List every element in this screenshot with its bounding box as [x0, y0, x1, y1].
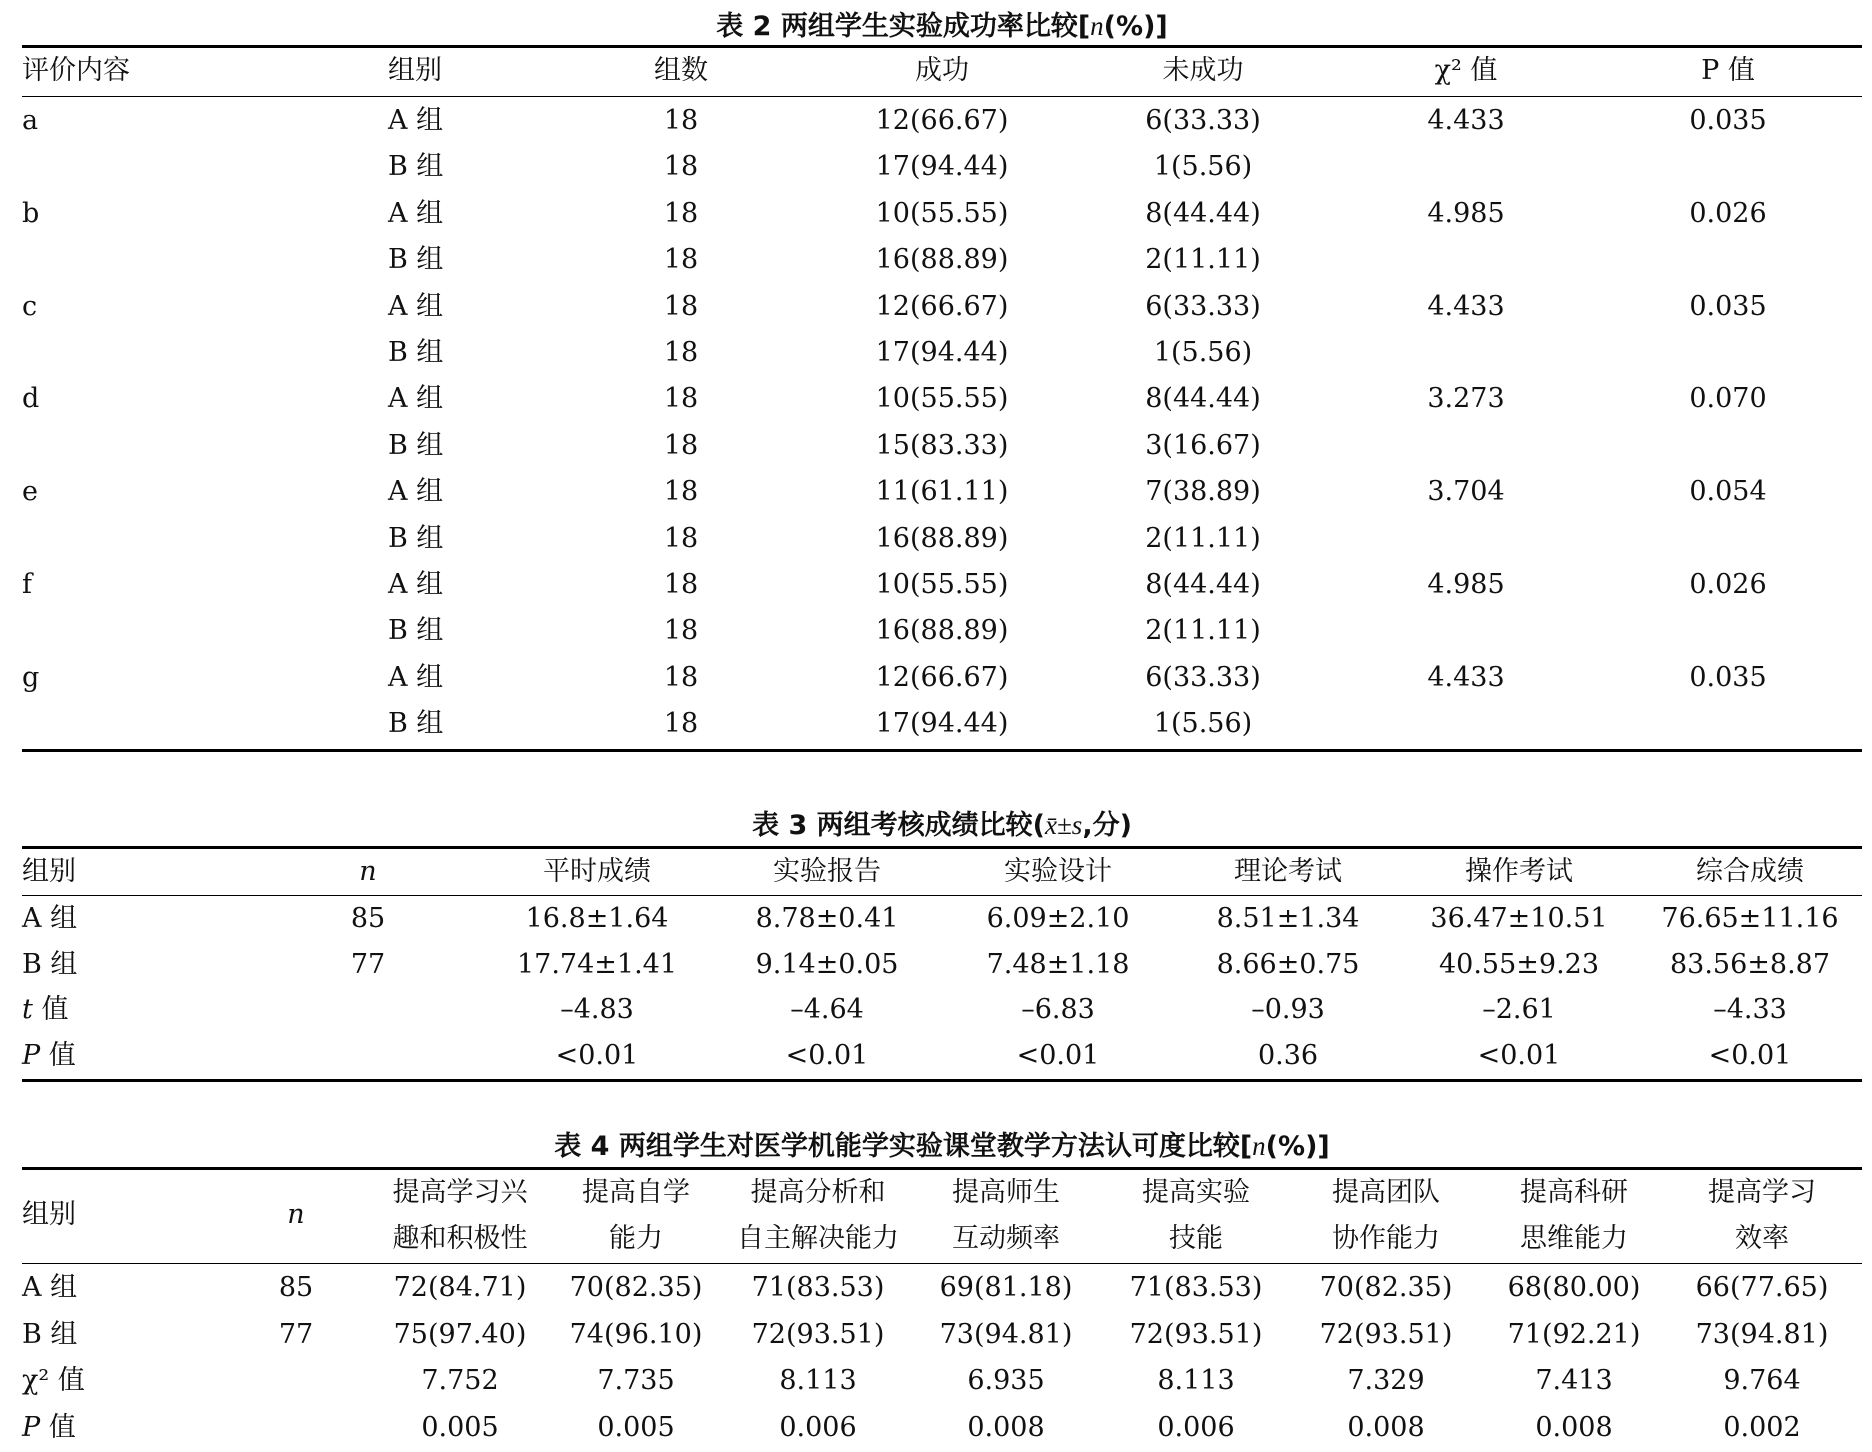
table-row — [22, 1358, 1862, 1404]
table-cell: 6.09±2.10 — [986, 903, 1130, 934]
table2-header-row — [22, 48, 1862, 94]
table-cell: 0.008 — [967, 1411, 1045, 1443]
table-cell: P 值 — [22, 1411, 76, 1443]
table-cell: 4.985 — [1427, 197, 1505, 229]
table-cell: B 组 — [388, 522, 444, 554]
table-cell: 0.026 — [1689, 569, 1767, 600]
table-cell: –4.64 — [790, 994, 864, 1025]
table-cell: 18 — [663, 337, 699, 368]
table-cell: <0.01 — [1477, 1039, 1561, 1071]
table-cell: 69(81.18) — [939, 1272, 1073, 1303]
table3-header-cell: 实验报告 — [773, 856, 881, 887]
table-cell: 11(61.11) — [875, 476, 1009, 508]
table4-header-cell: 提高学习兴 — [392, 1177, 528, 1208]
table-cell: A 组 — [388, 290, 444, 322]
table-cell: 4.433 — [1427, 661, 1505, 693]
table-cell: 6.935 — [967, 1365, 1045, 1396]
table4-header-cell: 提高分析和 — [750, 1177, 886, 1208]
table-cell: 16(88.89) — [875, 244, 1009, 276]
table-cell: 68(80.00) — [1507, 1272, 1641, 1303]
table-cell: A 组 — [22, 1272, 78, 1303]
table-cell: 18 — [663, 151, 699, 183]
table4-header-cell: 趣和积极性 — [392, 1223, 528, 1254]
table-cell: 0.070 — [1689, 383, 1767, 415]
table-cell: c — [22, 290, 38, 322]
table-cell: 18 — [663, 569, 699, 600]
table-cell: 1(5.56) — [1153, 708, 1253, 740]
table-cell: <0.01 — [785, 1039, 869, 1071]
table-cell: B 组 — [388, 337, 444, 368]
table2-caption: 表 2 两组学生实验成功率比较[n(%)] — [716, 11, 1168, 42]
table-cell: 72(93.51) — [751, 1318, 885, 1350]
table4-header-cell: 协作能力 — [1332, 1223, 1440, 1254]
table-cell: 8(44.44) — [1145, 383, 1261, 415]
table-cell: 0.36 — [1257, 1039, 1319, 1071]
table-cell: <0.01 — [1016, 1039, 1100, 1071]
table4-header-cell: 效率 — [1735, 1223, 1789, 1254]
table-cell: 8(44.44) — [1145, 569, 1261, 600]
table2-header-cell: 组别 — [388, 55, 442, 86]
table-cell: 18 — [663, 429, 699, 461]
table-cell: –4.33 — [1713, 994, 1787, 1025]
table-cell: 0.006 — [1157, 1411, 1235, 1443]
table-cell: A 组 — [388, 569, 444, 600]
table-cell: 0.035 — [1689, 105, 1767, 136]
table-cell: 9.764 — [1723, 1365, 1801, 1396]
table-cell: B 组 — [388, 615, 444, 647]
table-row — [22, 376, 1862, 422]
table-cell: P 值 — [22, 1039, 76, 1071]
table-cell: 8.113 — [1157, 1365, 1235, 1396]
table-row — [22, 896, 1862, 942]
table-cell: 70(82.35) — [569, 1272, 703, 1303]
table-row — [22, 987, 1862, 1033]
table-cell: 1(5.56) — [1153, 151, 1253, 183]
table-cell: –6.83 — [1021, 994, 1095, 1025]
table-cell: 18 — [663, 661, 699, 693]
table-cell: B 组 — [22, 948, 78, 980]
table-cell: 74(96.10) — [569, 1318, 703, 1350]
table-row — [22, 1265, 1862, 1311]
table-cell: 18 — [663, 522, 699, 554]
table-cell: f — [22, 569, 32, 600]
table-cell: 2(11.11) — [1145, 615, 1261, 647]
table3-header-cell: 理论考试 — [1234, 856, 1342, 887]
table-cell: 77 — [350, 948, 386, 980]
table-cell: 0.008 — [1347, 1411, 1425, 1443]
table-cell: A 组 — [388, 105, 444, 136]
table-row — [22, 516, 1862, 562]
table-row — [22, 237, 1862, 283]
table-row — [22, 423, 1862, 469]
table-cell: B 组 — [388, 151, 444, 183]
table-row — [22, 330, 1862, 376]
table-cell: 17(94.44) — [875, 337, 1009, 368]
table-cell: 0.035 — [1689, 661, 1767, 693]
table-cell: 72(93.51) — [1129, 1318, 1263, 1350]
table-cell: 12(66.67) — [875, 105, 1009, 136]
table-cell: A 组 — [388, 661, 444, 693]
table-cell: 3.704 — [1427, 476, 1505, 508]
table3-header-cell: 综合成绩 — [1696, 856, 1804, 887]
table-cell: 6(33.33) — [1145, 105, 1261, 136]
table2-header-cell: χ² 值 — [1434, 55, 1498, 86]
table-cell: B 组 — [388, 429, 444, 461]
table-cell: 0.035 — [1689, 290, 1767, 322]
table4-header-cell: 提高团队 — [1332, 1177, 1440, 1208]
table-row — [22, 469, 1862, 515]
table-cell: 0.008 — [1535, 1411, 1613, 1443]
table-cell: 7.48±1.18 — [986, 948, 1130, 980]
table-cell: b — [22, 197, 40, 229]
table-cell: 4.433 — [1427, 105, 1505, 136]
table-row — [22, 1033, 1862, 1079]
table-cell: 18 — [663, 244, 699, 276]
table-cell: 18 — [663, 708, 699, 740]
table-cell: 10(55.55) — [875, 383, 1009, 415]
table-cell: 12(66.67) — [875, 661, 1009, 693]
table-cell: 18 — [663, 615, 699, 647]
table-row — [22, 562, 1862, 608]
table-cell: <0.01 — [1708, 1039, 1792, 1071]
table-cell: 8.66±0.75 — [1216, 948, 1360, 980]
table-cell: g — [22, 661, 40, 693]
table-cell: 17(94.44) — [875, 151, 1009, 183]
table-cell: 66(77.65) — [1695, 1272, 1829, 1303]
table3-header-cell: 平时成绩 — [543, 856, 651, 887]
table-cell: 71(92.21) — [1507, 1318, 1641, 1350]
table3-header-cell: 实验设计 — [1004, 856, 1112, 887]
table-row — [22, 144, 1862, 190]
table-row — [22, 284, 1862, 330]
table-cell: B 组 — [388, 244, 444, 276]
table-cell: B 组 — [22, 1318, 78, 1350]
table-cell: 0.006 — [779, 1411, 857, 1443]
table-cell: 2(11.11) — [1145, 244, 1261, 276]
table-cell: χ² 值 — [22, 1365, 85, 1396]
table-cell: 18 — [663, 476, 699, 508]
table-cell: 7.413 — [1535, 1365, 1613, 1396]
table-cell: A 组 — [22, 903, 78, 934]
table-cell: B 组 — [388, 708, 444, 740]
table2-header-cell: 未成功 — [1162, 55, 1244, 86]
table-row — [22, 942, 1862, 988]
table-cell: a — [22, 105, 39, 136]
table-cell: 10(55.55) — [875, 197, 1009, 229]
table4-header-cell: 组别 — [22, 1199, 76, 1230]
table-cell: A 组 — [388, 197, 444, 229]
table-cell: 72(84.71) — [393, 1272, 527, 1303]
table-cell: 85 — [278, 1272, 314, 1303]
table-cell: <0.01 — [555, 1039, 639, 1071]
table-cell: 12(66.67) — [875, 290, 1009, 322]
table4-header-cell: 能力 — [609, 1223, 663, 1254]
table-cell: 7.329 — [1347, 1365, 1425, 1396]
table-cell: 18 — [663, 197, 699, 229]
table-cell: 15(83.33) — [875, 429, 1009, 461]
table-cell: 18 — [663, 105, 699, 136]
table4-header-cell: 技能 — [1169, 1223, 1223, 1254]
table-cell: 3.273 — [1427, 383, 1505, 415]
table-cell: –0.93 — [1251, 994, 1325, 1025]
table-cell: 9.14±0.05 — [755, 948, 899, 980]
table-cell: 8.51±1.34 — [1216, 903, 1360, 934]
table2-header-rule — [22, 96, 1862, 97]
table-cell: 8.113 — [779, 1365, 857, 1396]
table-cell: 7(38.89) — [1145, 476, 1261, 508]
table4-header-cell: 思维能力 — [1520, 1223, 1628, 1254]
table-cell: 1(5.56) — [1153, 337, 1253, 368]
table-cell: 40.55±9.23 — [1438, 948, 1600, 980]
table-cell: 16.8±1.64 — [525, 903, 669, 934]
table3-caption: 表 3 两组考核成绩比较(x̄±s,分) — [752, 810, 1132, 841]
table4-caption: 表 4 两组学生对医学机能学实验课堂教学方法认可度比较[n(%)] — [554, 1131, 1330, 1162]
table-cell: A 组 — [388, 383, 444, 415]
table4-header-cell: 提高科研 — [1520, 1177, 1628, 1208]
table-cell: 8.78±0.41 — [755, 903, 899, 934]
table4-header-cell: n — [287, 1199, 305, 1230]
table-row — [22, 701, 1862, 747]
table2-header-cell: 成功 — [915, 55, 969, 86]
table-cell: 0.005 — [421, 1411, 499, 1443]
table-cell: 8(44.44) — [1145, 197, 1261, 229]
table-cell: 0.054 — [1689, 476, 1767, 508]
table-cell: 72(93.51) — [1319, 1318, 1453, 1350]
table-cell: 83.56±8.87 — [1669, 948, 1831, 980]
table-cell: –4.83 — [560, 994, 634, 1025]
table-cell: 73(94.81) — [939, 1318, 1073, 1350]
table-cell: 76.65±11.16 — [1661, 903, 1839, 934]
table-cell: 85 — [350, 903, 386, 934]
table-cell: 17.74±1.41 — [516, 948, 678, 980]
table3-header-cell: n — [359, 856, 377, 887]
table-cell: 18 — [663, 290, 699, 322]
table4-header-cell: 提高实验 — [1142, 1177, 1250, 1208]
table3-header-cell: 组别 — [22, 856, 76, 887]
table4-header-cell: 提高自学 — [582, 1177, 690, 1208]
table-cell: 70(82.35) — [1319, 1272, 1453, 1303]
table-cell: 7.735 — [597, 1365, 675, 1396]
table-cell: –2.61 — [1482, 994, 1556, 1025]
table-cell: 10(55.55) — [875, 569, 1009, 600]
table-cell: 2(11.11) — [1145, 522, 1261, 554]
table-cell: 73(94.81) — [1695, 1318, 1829, 1350]
table3-header-cell: 操作考试 — [1465, 856, 1573, 887]
table-cell: 7.752 — [421, 1365, 499, 1396]
table-row — [22, 1312, 1862, 1358]
table-cell: 36.47±10.51 — [1430, 903, 1608, 934]
table-cell: 0.002 — [1723, 1411, 1801, 1443]
table2-bottom-rule — [22, 749, 1862, 752]
table-cell: d — [22, 383, 40, 415]
table4-header-cell: 互动频率 — [952, 1223, 1060, 1254]
table-cell: 71(83.53) — [1129, 1272, 1263, 1303]
table-cell: 16(88.89) — [875, 615, 1009, 647]
table-row — [22, 1405, 1862, 1451]
table-cell: t 值 — [22, 994, 69, 1025]
table-row — [22, 655, 1862, 701]
table-cell: 16(88.89) — [875, 522, 1009, 554]
table-cell: 71(83.53) — [751, 1272, 885, 1303]
table-cell: e — [22, 476, 38, 508]
table4-header-cell: 提高师生 — [952, 1177, 1060, 1208]
table-cell: 75(97.40) — [393, 1318, 527, 1350]
table4-header-rule — [22, 1263, 1862, 1264]
table-cell: 3(16.67) — [1145, 429, 1261, 461]
table2-header-cell: 组数 — [654, 55, 708, 86]
table-cell: 77 — [278, 1318, 314, 1350]
table-cell: A 组 — [388, 476, 444, 508]
table3-header-row — [22, 849, 1862, 895]
table-cell: 17(94.44) — [875, 708, 1009, 740]
table-cell: 0.005 — [597, 1411, 675, 1443]
table-cell: 4.433 — [1427, 290, 1505, 322]
table-row — [22, 608, 1862, 654]
table3-bottom-rule — [22, 1079, 1862, 1082]
table-row — [22, 191, 1862, 237]
table4-header-cell: 提高学习 — [1708, 1177, 1816, 1208]
table-cell: 6(33.33) — [1145, 661, 1261, 693]
table-cell: 4.985 — [1427, 569, 1505, 600]
table2-header-cell: P 值 — [1701, 55, 1755, 86]
table-cell: 18 — [663, 383, 699, 415]
table4-header-cell: 自主解决能力 — [737, 1223, 899, 1254]
table2-header-cell: 评价内容 — [22, 55, 130, 86]
table-cell: 0.026 — [1689, 197, 1767, 229]
table-row — [22, 98, 1862, 144]
table-cell: 6(33.33) — [1145, 290, 1261, 322]
